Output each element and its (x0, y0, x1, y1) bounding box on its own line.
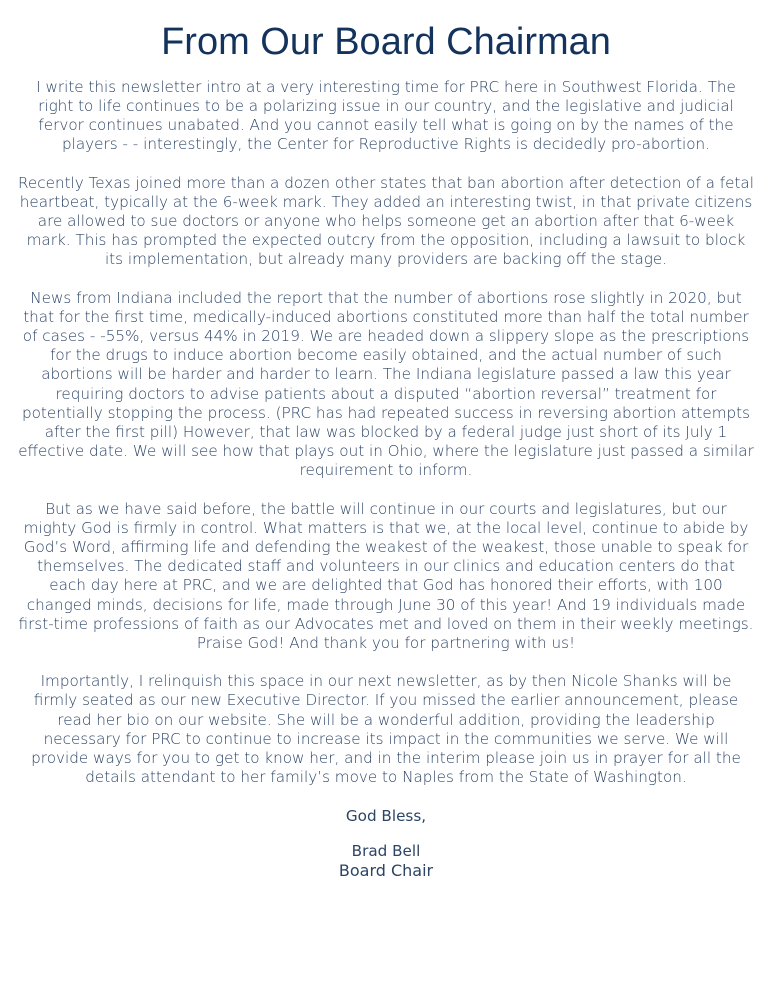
paragraph-texas: Recently Texas joined more than a dozen other states that ban abortion after detection of a fetal heartbeat, typically at the 6-week mark. They added an interesting twist, in that private citizens are allowed to sue doctors or anyone who helps someone get an abortion after that 6-week mark. This has prompted the expected outcry from the opposition, including a lawsuit to block its implementation, but already many providers are backing off the stage. (18, 173, 754, 269)
page-title: From Our Board Chairman (161, 21, 611, 63)
signer-role: Board Chair (338, 860, 434, 880)
paragraph-indiana: News from Indiana included the report that the number of abortions rose slightly in 2020, but that for the first time, medically-induced abortions constituted more than half the total number of cases - -55%, versus 44% in 2019. We are headed down a slippery slope as the prescriptions for the drugs to induce abortion become easily obtained, and the actual number of such abortions will be harder and harder to learn. The Indiana legislature passed a law this year requiring doctors to advise patients about a disputed “abortion reversal” treatment for potentially stopping the process. (PRC has had repeated success in reversing abortion attempts after the first pill) However, that law was blocked by a federal judge just short of its July 1 effective date. We will see how that plays out in Ohio, where the legislature just passed a similar requirement to inform. (18, 288, 754, 480)
signature (18, 842, 754, 880)
salutation: God Bless, (345, 806, 427, 825)
signer-name: Brad Bell (351, 841, 421, 860)
paragraph-transition: Importantly, I relinquish this space in our next newsletter, as by then Nicole Shanks will be firmly seated as our new Executive Director. If you missed the earlier announcement, please read her bio on our website. She will be a wonderful addition, providing the leadership necessary for PRC to continue to increase its impact in the communities we serve. We will provide ways for you to get to know her, and in the interim please join us in prayer for all the details attendant to her family’s move to Naples from the State of Washington. (31, 672, 741, 787)
paragraph-faith: But as we have said before, the battle will continue in our courts and legislatures, but our mighty God is firmly in control. What matters is that we, at the local level, continue to abide by God’s Word, affirming life and defending the weakest of the weakest, those unable to speak for themselves. The dedicated staff and volunteers in our clinics and education centers do that each day here at PRC, and we are delighted that God has honored their efforts, with 100 changed minds, decisions for life, made through June 30 of this year! And 19 individuals made first-time professions of faith as our Advocates met and loved on them in their weekly meetings. Praise God! And thank you for partnering with us! (18, 499, 754, 653)
closing-block (18, 807, 754, 880)
paragraph-intro: I write this newsletter intro at a very interesting time for PRC here in Southwest Florida. The right to life continues to be a polarizing issue in our country, and the legislative and judicial fervor continues unabated. And you cannot easily tell what is going on by the names of the players - - interestingly, the Center for Reproductive Rights is decidedly pro-abortion. (36, 77, 736, 154)
